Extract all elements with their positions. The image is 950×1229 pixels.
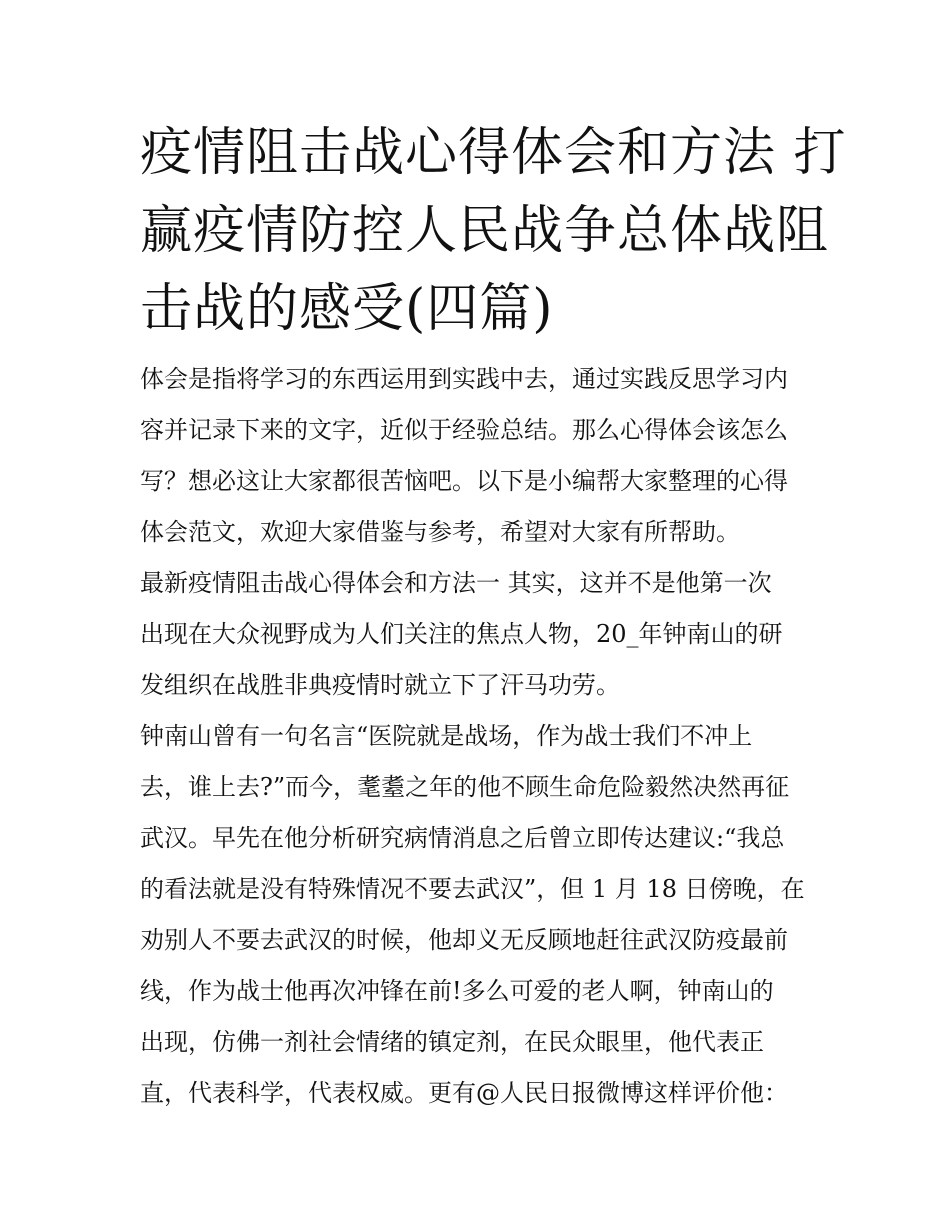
document-body [140,354,830,1119]
text-line: 体会范文，欢迎大家借鉴与参考，希望对大家有所帮助。 [140,518,740,546]
text-line: 最新疫情阻击战心得体会和方法一 其实，这并不是他第一次 [140,569,772,597]
document-title [140,114,847,348]
intro-paragraph [140,354,830,558]
text-line: 的看法就是没有特殊情况不要去武汉”，但 1 月 18 日傍晚，在 [140,875,805,903]
text-line: 直，代表科学，代表权威。更有@人民日报微博这样评价他： [140,1079,788,1107]
text-line: 劝别人不要去武汉的时候，他却义无反顾地赶往武汉防疫最前 [140,926,788,954]
text-line: 武汉。早先在他分析研究病情消息之后曾立即传达建议:“我总 [140,824,785,852]
text-line: 线，作为战士他再次冲锋在前!多么可爱的老人啊，钟南山的 [140,977,774,1005]
text-line: 出现在大众视野成为人们关注的焦点人物，20_年钟南山的研 [140,620,783,648]
title-line: 疫情阻击战心得体会和方法 打 [140,123,847,183]
section-one-paragraph [140,558,830,711]
text-line: 容并记录下来的文字，近似于经验总结。那么心得体会该怎么 [140,416,788,444]
title-line: 击战的感受(四篇) [140,279,554,339]
text-line: 写？想必这让大家都很苦恼吧。以下是小编帮大家整理的心得 [140,467,788,495]
text-line: 发组织在战胜非典疫情时就立下了汗马功劳。 [140,671,620,699]
text-line: 出现，仿佛一剂社会情绪的镇定剂，在民众眼里，他代表正 [140,1028,764,1056]
text-line: 钟南山曾有一句名言“医院就是战场，作为战士我们不冲上 [140,722,753,750]
title-line: 赢疫情防控人民战争总体战阻 [140,201,830,261]
section-two-paragraph [140,711,830,1119]
text-line: 体会是指将学习的东西运用到实践中去，通过实践反思学习内 [140,365,788,393]
text-line: 去，谁上去?”而今，耄耋之年的他不顾生命危险毅然决然再征 [140,773,790,801]
